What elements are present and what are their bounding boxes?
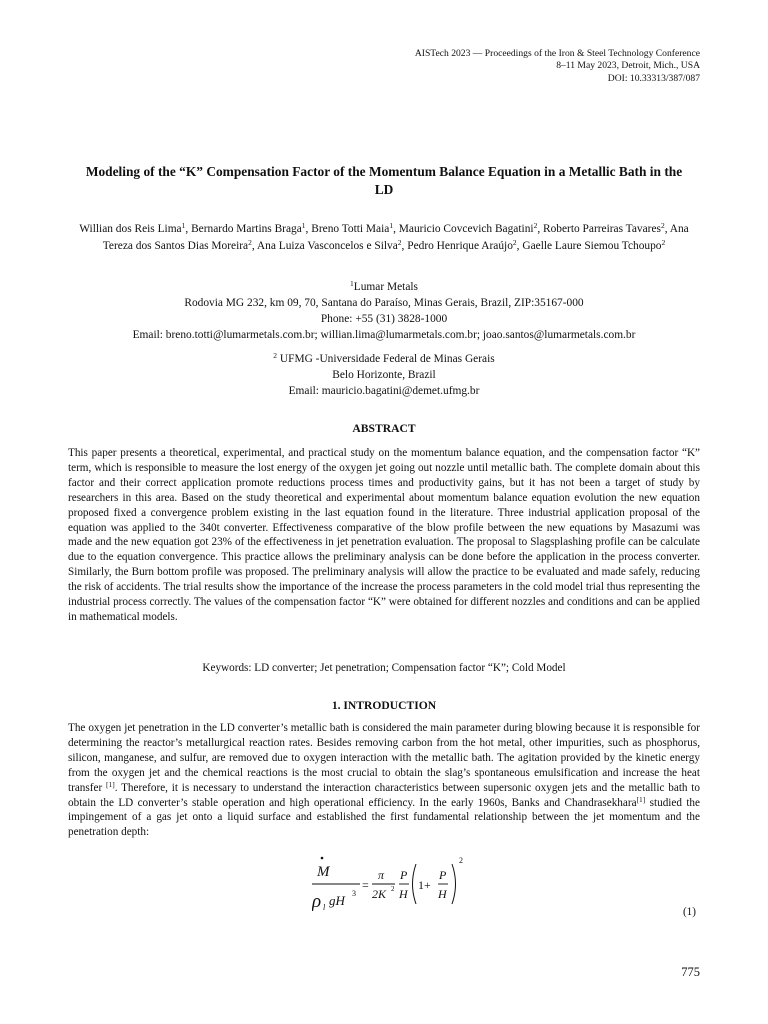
affiliation-1-address: Rodovia MG 232, km 09, 70, Santana do Paraíso, Minas Gerais, Brazil, ZIP:35167-000: [184, 297, 584, 309]
intro-part-1: The oxygen jet penetration in the LD converter’s metallic bath is considered the main parameter during blowing because it is responsible for determining the reactor’s metallurgical reaction rates. Besides removing carbon from the hot metal, other impurities, such as phosphorus, silicon, manganese, and sulfur, are removed due to oxygen interaction with the metallic bath. The agitation provided by the kinetic energy from the oxygen jet and the chemical reactions is the most crucial to obtain the slag’s spontaneous emulsification and increase the heat transfer: [68, 722, 700, 794]
eq-2k: 2K: [372, 887, 387, 901]
affiliation-1-name: [70, 279, 698, 295]
abstract-text: This paper presents a theoretical, experimental, and practical study on the momentum balance equation, and the compensation factor “K” term, which is responsible to measure the lost energy of the oxygen jet going out nozzle until metallic bath. The complete domain about this factor and their correct application promote reductions process times and productivity gains, but it has not been a target of study by researchers in this area. Based on the study theoretical and experimental about momentum balance equation evolution the new equation proposed fixed a convergence problem existing in the last equation found in the literature. Three industrial application proposal of the equation was applied to the 340t converter. Effectiveness comparative of the blow profile between the new equations by Masazumi was made and the new equation got 23% of the effectiveness in jet penetration evaluation. The proposal to Slagsplashing profile can be calculate due to the equation convergence. This practice allows the preliminary analysis can be done before the application in the process converter. Similarly, the Burn bottom profile was proposed. The preliminary analysis will allow the practice to be evaluated and made safely, reducing the risk of accidents. The trial results show the importance of the increase the process parameters in the cold model trial thus representing the industrial process correctly. The values of the compensation factor “K” were obtained for different nozzles and conditions and can be applied in mathematical models.: [68, 447, 700, 623]
author-name: Mauricio Covcevich Bagatini: [398, 223, 534, 235]
eq-h: H: [438, 887, 447, 901]
author-separator: ,: [185, 223, 192, 235]
author-affiliation-marker: 2: [512, 237, 517, 247]
author-list: [70, 221, 698, 254]
author-affiliation-marker: 1: [181, 221, 186, 230]
affiliation-1-phone: Phone: +55 (31) 3828-1000: [320, 313, 448, 325]
author-separator: ,: [305, 223, 312, 235]
conference-dates: 8–11 May 2023, Detroit, Mich., USA: [556, 60, 700, 72]
affiliation-2-city: Belo Horizonte, Brazil: [332, 369, 436, 381]
eq-numerator-m: M: [317, 864, 330, 880]
affiliation-1-org: Lumar Metals: [353, 281, 418, 293]
author-separator: ,: [393, 223, 399, 235]
dot-accent: [321, 857, 324, 860]
author-name: Pedro Henrique Araújo: [407, 239, 513, 252]
eq-p: P: [439, 868, 447, 882]
section-heading-introduction: 1. INTRODUCTION: [331, 699, 437, 712]
author-separator: ,: [251, 239, 257, 252]
affiliation-2: [70, 351, 698, 399]
author-affiliation-marker: 2: [397, 237, 402, 247]
keywords: Keywords: LD converter; Jet penetration; Compensation factor “K”; Cold Model: [202, 662, 566, 674]
eq-rho: ρ: [312, 891, 322, 912]
eq-pi: π: [378, 868, 385, 882]
affiliation-2-org: UFMG -Universidade Federal de Minas Gerais: [277, 353, 495, 365]
author-affiliation-marker: 2: [661, 237, 666, 247]
author-separator: ,: [401, 239, 408, 252]
eq-one-plus: 1+: [418, 878, 431, 892]
affiliation-2-name: [70, 351, 698, 367]
left-paren: [413, 864, 417, 904]
author-name: Roberto Parreiras Tavares: [543, 223, 661, 235]
intro-part-2: . Therefore, it is necessary to understand the interaction characteristics between supersonic oxygen jets and the metallic bath to obtain the LD converter’s stable operation and high operational efficiency. In the early 1960s, Banks and Chandrasekhara: [68, 781, 701, 809]
affiliation-1-marker: 1: [350, 279, 354, 288]
eq-equals: =: [362, 878, 369, 892]
intro-part-3: studied the impingement of a gas jet onto a liquid surface and established the first fundamental relationship between the jet momentum and the penetration depth:: [68, 796, 700, 839]
equation-number: (1): [682, 906, 696, 918]
author-separator: ,: [516, 239, 523, 252]
equation-1: [312, 852, 472, 914]
right-paren: [452, 864, 456, 904]
citation-ref: [1]: [636, 794, 646, 804]
eq-exponent-2: 2: [459, 856, 463, 865]
introduction-text: [68, 721, 700, 840]
eq-exponent-3: 3: [352, 889, 356, 898]
eq-h: H: [399, 887, 408, 901]
author-separator: ,: [537, 223, 544, 235]
paper-title: Modeling of the “K” Compensation Factor of the Momentum Balance Equation in a Metallic Bath in the LD: [85, 164, 683, 197]
doi: DOI: 10.33313/387/087: [607, 72, 700, 84]
conference-name: AISTech 2023 — Proceedings of the Iron & Steel Technology Conference: [414, 48, 700, 59]
citation-ref: [1]: [105, 779, 115, 789]
affiliation-2-email: Email: mauricio.bagatini@demet.ufmg.br: [288, 385, 480, 397]
author-affiliation-marker: 2: [533, 221, 538, 230]
affiliation-1-email: Email: breno.totti@lumarmetals.com.br; willian.lima@lumarmetals.com.br; joao.santos@lumarmetals.com.br: [132, 329, 636, 341]
author-separator: ,: [664, 223, 670, 235]
author-name: Gaelle Laure Siemou Tchoupo: [522, 239, 662, 252]
affiliation-2-marker: 2: [273, 351, 278, 360]
eq-rho-subscript: l: [323, 903, 326, 912]
eq-exponent-2: 2: [391, 885, 395, 893]
eq-gh: gH: [329, 893, 345, 908]
author-name: Bernardo Martins Braga: [191, 223, 302, 235]
abstract-heading: ABSTRACT: [352, 422, 416, 435]
page-number: 775: [681, 965, 700, 979]
author-affiliation-marker: 1: [389, 221, 394, 230]
affiliation-1: [70, 279, 698, 343]
author-affiliation-marker: 1: [301, 221, 306, 230]
author-name: Ana Tereza dos Santos Dias Moreira: [102, 223, 689, 252]
author-name: Breno Totti Maia: [311, 223, 390, 235]
author-name: Ana Luiza Vasconcelos e Silva: [256, 239, 398, 252]
eq-p: P: [400, 868, 408, 882]
author-affiliation-marker: 2: [248, 237, 252, 247]
conference-header: [415, 48, 700, 85]
author-affiliation-marker: 2: [660, 221, 665, 230]
author-name: Willian dos Reis Lima: [79, 223, 182, 235]
